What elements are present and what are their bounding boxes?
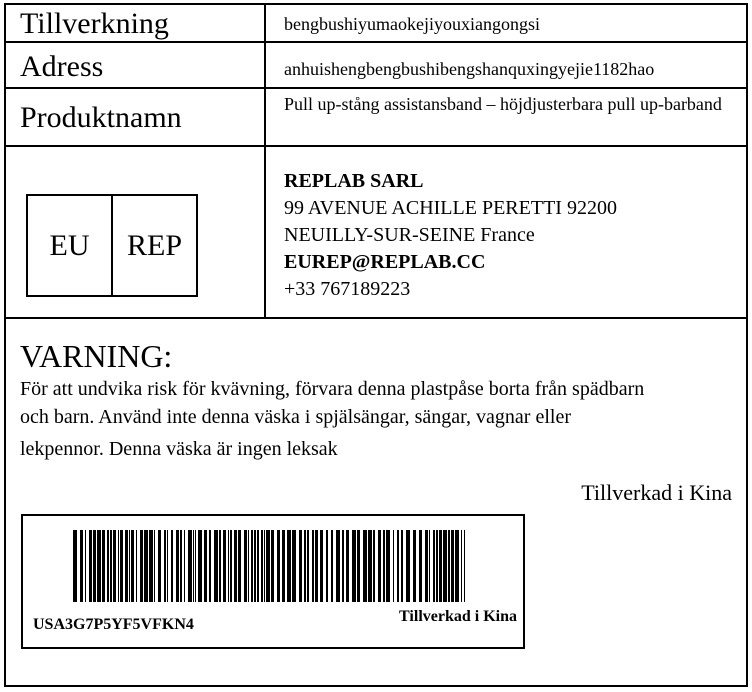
barcode-bar [73, 530, 77, 602]
barcode-bar [136, 530, 137, 602]
barcode-bar [204, 530, 207, 602]
barcode-bar [118, 530, 119, 602]
barcode-bar [331, 530, 333, 602]
barcode-bar [97, 530, 101, 602]
column-divider [264, 5, 266, 317]
barcode-bar [436, 530, 438, 602]
barcode-bar [397, 530, 399, 602]
barcode-bar [307, 530, 309, 602]
product-name-label: Produktnamn [20, 101, 182, 134]
barcode-bar [195, 530, 196, 602]
barcode-label [21, 514, 525, 649]
manufacturer-value: bengbushiyumaokejiyouxiangongsi [284, 14, 540, 34]
barcode-bar [336, 530, 340, 602]
barcode-bar [271, 530, 274, 602]
eu-rep-address-line2: NEUILLY-SUR-SEINE France [284, 224, 535, 246]
eu-rep-symbol-rep: REP [111, 196, 196, 295]
barcode-bar [120, 530, 123, 602]
barcode-bar [149, 530, 153, 602]
barcode-bar [85, 530, 86, 602]
barcode-bar [357, 530, 360, 602]
label-frame [4, 3, 748, 687]
barcode-bar [363, 530, 367, 602]
barcode-bar [107, 530, 109, 602]
barcode-bar [451, 530, 454, 602]
barcode-bar [131, 530, 134, 602]
barcode-bar [193, 530, 194, 602]
barcode-bar [277, 530, 280, 602]
warning-title: VARNING: [20, 338, 173, 374]
barcode-bar [180, 530, 182, 602]
eu-rep-email: EUREP@REPLAB.CC [284, 251, 486, 273]
row-divider [6, 145, 746, 147]
barcode-bar [154, 530, 155, 602]
barcode-bar [433, 530, 435, 602]
barcode-bar [171, 530, 173, 602]
eu-rep-address-line1: 99 AVENUE ACHILLE PERETTI 92200 [284, 197, 617, 219]
barcode-bar [248, 530, 249, 602]
warning-line: och barn. Använd inte denna väska i spjälsängar, sängar, vagnar eller [20, 406, 571, 428]
row-divider [6, 87, 746, 89]
barcode-bar [223, 530, 226, 602]
barcode-bar [386, 530, 390, 602]
barcode-bar [299, 530, 302, 602]
barcode-bar [378, 530, 381, 602]
barcode-bar [129, 530, 130, 602]
barcode-bar [140, 530, 143, 602]
barcode-bar [320, 530, 323, 602]
barcode-image [71, 530, 471, 602]
barcode-bar [393, 530, 394, 602]
barcode-bar [419, 530, 422, 602]
barcode-bar [373, 530, 375, 602]
barcode-bar [292, 530, 296, 602]
barcode-bar [125, 530, 128, 602]
warning-line: För att undvika risk för kvävning, förvara denna plastpåse borta från spädbarn [20, 378, 645, 400]
barcode-made-in: Tillverkad i Kina [399, 608, 517, 625]
barcode-bar [144, 530, 148, 602]
barcode-bar [406, 530, 410, 602]
barcode-bar [261, 530, 263, 602]
barcode-bar [228, 530, 229, 602]
barcode-bar [110, 530, 112, 602]
barcode-bar [219, 530, 221, 602]
barcode-bar [102, 530, 105, 602]
address-label: Adress [20, 50, 104, 83]
barcode-code: USA3G7P5YF5VFKN4 [33, 616, 194, 633]
barcode-bar [448, 530, 450, 602]
barcode-bar [251, 530, 253, 602]
barcode-bar [312, 530, 314, 602]
barcode-bar [230, 530, 232, 602]
barcode-bar [234, 530, 237, 602]
barcode-bar [342, 530, 344, 602]
barcode-bar [244, 530, 247, 602]
barcode-bar [287, 530, 291, 602]
barcode-bar [413, 530, 416, 602]
address-value: anhuishengbengbushibengshanquxingyejie1182hao [284, 59, 655, 79]
barcode-bar [80, 530, 83, 602]
barcode-bar [282, 530, 285, 602]
barcode-bar [439, 530, 442, 602]
eu-rep-symbol [26, 194, 198, 297]
barcode-bar [257, 530, 259, 602]
barcode-bar [214, 530, 218, 602]
eu-rep-phone: +33 767189223 [284, 278, 411, 300]
barcode-bar [443, 530, 447, 602]
row-divider [6, 41, 746, 43]
made-in-text: Tillverkad i Kina [581, 480, 732, 505]
barcode-bar [383, 530, 385, 602]
barcode-bar [238, 530, 241, 602]
barcode-bar [425, 530, 428, 602]
barcode-bar [113, 530, 116, 602]
barcode-bar [167, 530, 168, 602]
barcode-bar [184, 530, 185, 602]
barcode-bar [315, 530, 318, 602]
barcode-bar [266, 530, 270, 602]
barcode-bar [89, 530, 92, 602]
eu-rep-symbol-eu: EU [49, 228, 90, 262]
barcode-bar [461, 530, 462, 602]
barcode-bar [158, 530, 161, 602]
barcode-bar [198, 530, 202, 602]
barcode-bar [164, 530, 166, 602]
barcode-bar [176, 530, 179, 602]
warning-line: lekpennor. Denna väska är ingen leksak [20, 438, 338, 460]
barcode-bar [401, 530, 403, 602]
barcode-bar [304, 530, 306, 602]
barcode-bar [188, 530, 192, 602]
manufacturer-label: Tillverkning [20, 7, 169, 40]
barcode-bar [352, 530, 356, 602]
barcode-bar [368, 530, 372, 602]
barcode-bar [429, 530, 430, 602]
barcode-bar [464, 530, 465, 602]
barcode-bar [326, 530, 328, 602]
product-name-value: Pull up-stång assistansband – höjdjusterbara pull up-barband [284, 94, 722, 114]
warning-text [20, 375, 740, 463]
barcode-bar [93, 530, 96, 602]
barcode-bar [209, 530, 211, 602]
row-divider [6, 317, 746, 319]
eu-rep-details [284, 168, 617, 303]
barcode-bar [346, 530, 349, 602]
barcode-bar [264, 530, 265, 602]
barcode-bar [455, 530, 459, 602]
barcode-bar [254, 530, 256, 602]
eu-rep-company: REPLAB SARL [284, 170, 424, 192]
